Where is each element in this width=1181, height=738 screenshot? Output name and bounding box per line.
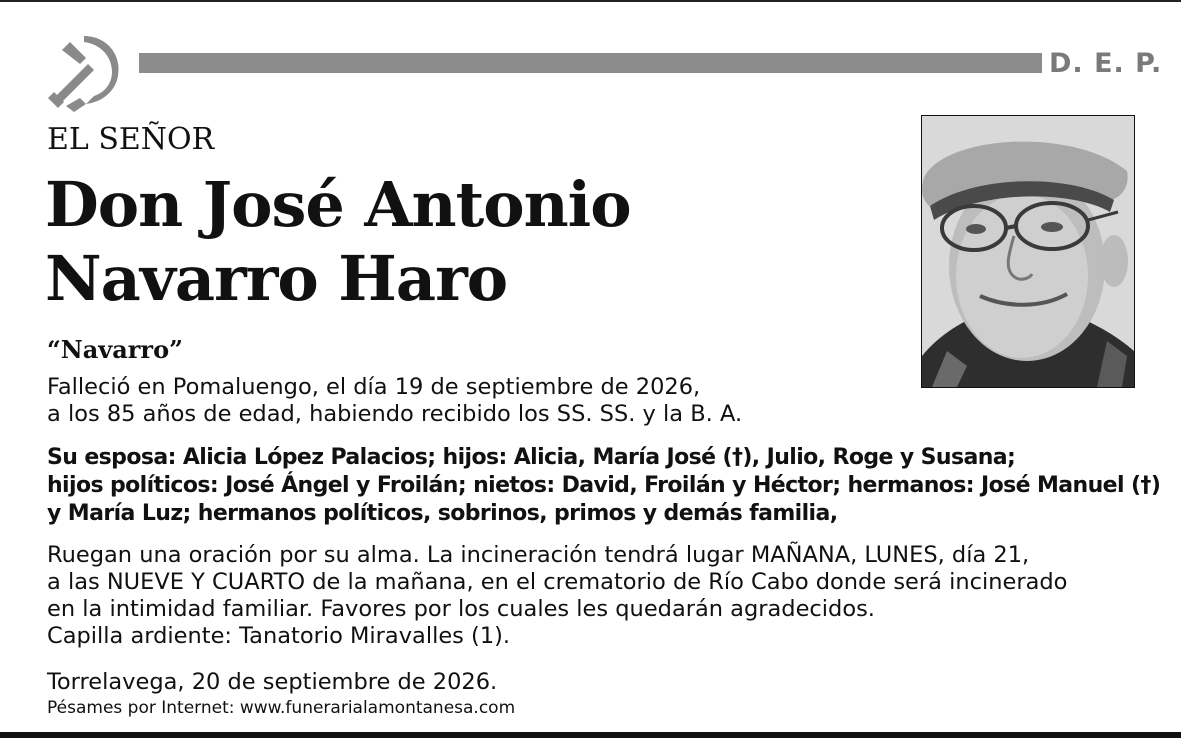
hammer-and-sickle-icon bbox=[44, 30, 128, 114]
deceased-name bbox=[45, 168, 905, 316]
family-line: y María Luz; hermanos políticos, sobrinos, primos y demás familia, bbox=[47, 501, 838, 526]
header-rule bbox=[139, 53, 1042, 73]
place-date: Torrelavega, 20 de septiembre de 2026. bbox=[47, 669, 498, 695]
death-notice-line: Falleció en Pomaluengo, el día 19 de septiembre de 2026, bbox=[47, 374, 701, 400]
ceremony-line: a las NUEVE Y CUARTO de la mañana, en el crematorio de Río Cabo donde será incinerado bbox=[47, 569, 1068, 595]
ceremony-line: Capilla ardiente: Tanatorio Miravalles (1). bbox=[47, 623, 511, 649]
ceremony-line: Ruegan una oración por su alma. La incineración tendrá lugar MAÑANA, LUNES, día 21, bbox=[47, 542, 1030, 568]
family-list bbox=[47, 444, 1160, 528]
name-line-2: Navarro Haro bbox=[45, 242, 508, 315]
ceremony-details bbox=[47, 542, 1067, 650]
condolences-link[interactable]: Pésames por Internet: www.funerarialamontanesa.com bbox=[47, 698, 516, 718]
portrait-photo bbox=[921, 115, 1135, 388]
family-line: hijos políticos: José Ángel y Froilán; nietos: David, Froilán y Héctor; hermanos: José Manuel (†) bbox=[47, 473, 1161, 498]
dep-label: D. E. P. bbox=[1049, 48, 1163, 79]
death-notice-line: a los 85 años de edad, habiendo recibido los SS. SS. y la B. A. bbox=[47, 401, 743, 427]
nickname: “Navarro” bbox=[47, 335, 183, 364]
family-line: Su esposa: Alicia López Palacios; hijos: Alicia, María José (†), Julio, Roge y Susana; bbox=[47, 445, 1016, 470]
name-line-1: Don José Antonio bbox=[45, 168, 631, 241]
death-notice bbox=[47, 374, 742, 428]
ceremony-line: en la intimidad familiar. Favores por los cuales les quedarán agradecidos. bbox=[47, 596, 875, 622]
honorific: EL SEÑOR bbox=[47, 122, 215, 157]
